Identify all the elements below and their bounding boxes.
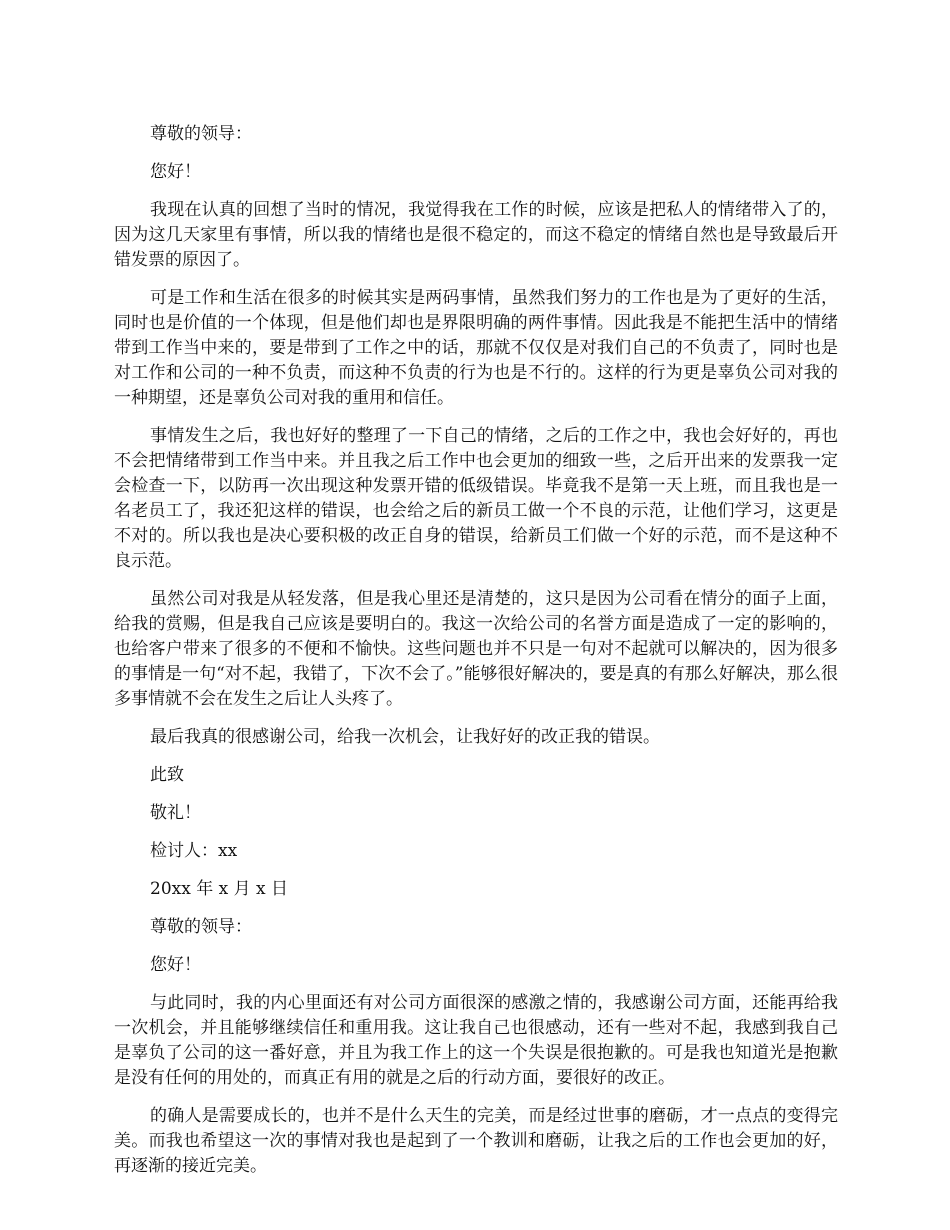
closing-jingli: 敬礼！ (150, 803, 201, 823)
closing-cizhi: 此致 (150, 765, 184, 785)
salutation: 尊敬的领导： (150, 124, 252, 144)
body-paragraph: 与此同时，我的内心里面还有对公司方面很深的感激之情的，我感谢公司方面，还能再给我一次机会，并且能够继续信任和重用我。这让我自己也很感动，还有一些对不起，我感到我自己是辜负了公司的这一番好意，并且为我工作上的这一个失误是很抱歉的。可是我也知道光是抱歉是没有任何的用处的，而真正有用的就是之后的行动方面，要很好的改正。 (114, 993, 838, 1088)
greeting: 您好！ (150, 162, 201, 182)
body-paragraph: 虽然公司对我是从轻发落，但是我心里还是清楚的，这只是因为公司看在情分的面子上面，给我的赏赐，但是我自己应该是要明白的。我这一次给公司的名誉方面是造成了一定的影响的，也给客户带来了很多的不便和不愉快。这些问题也并不只是一句对不起就可以解决的，因为很多的事情是一句“对不起，我错了，下次不会了。”能够很好解决的，要是真的有那么好解决，那么很多事情就不会在发生之后让人头疼了。 (114, 589, 838, 709)
closing-thanks: 最后我真的很感谢公司，给我一次机会，让我好好的改正我的错误。 (150, 727, 660, 747)
document-page (114, 122, 838, 1192)
body-paragraph: 我现在认真的回想了当时的情况，我觉得我在工作的时候，应该是把私人的情绪带入了的，因为这几天家里有事情，所以我的情绪也是很不稳定的，而这不稳定的情绪自然也是导致最后开错发票的原因了。 (114, 200, 838, 270)
date: 20xx 年 x 月 x 日 (150, 879, 289, 899)
body-paragraph: 的确人是需要成长的，也并不是什么天生的完美，而是经过世事的磨砺，才一点点的变得完美。而我也希望这一次的事情对我也是起到了一个教训和磨砺，让我之后的工作也会更加的好，再逐渐的接近完美。 (114, 1106, 838, 1176)
body-paragraph: 事情发生之后，我也好好的整理了一下自己的情绪，之后的工作之中，我也会好好的，再也不会把情绪带到工作当中来。并且我之后工作中也会更加的细致一些，之后开出来的发票我一定会检查一下，以防再一次出现这种发票开错的低级错误。毕竟我不是第一天上班，而且我也是一名老员工了，我还犯这样的错误，也会给之后的新员工做一个不良的示范，让他们学习，这更是不对的。所以我也是决心要积极的改正自身的错误，给新员工们做一个好的示范，而不是这种不良示范。 (114, 426, 838, 571)
body-paragraph: 可是工作和生活在很多的时候其实是两码事情，虽然我们努力的工作也是为了更好的生活，同时也是价值的一个体现，但是他们却也是界限明确的两件事情。因此我是不能把生活中的情绪带到工作当中来的，要是带到了工作之中的话，那就不仅仅是对我们自己的不负责了，同时也是对工作和公司的一种不负责，而这种不负责的行为也是不行的。这样的行为更是辜负公司对我的一种期望，还是辜负公司对我的重用和信任。 (114, 288, 838, 408)
salutation: 尊敬的领导： (150, 917, 252, 937)
greeting: 您好！ (150, 955, 201, 975)
signature: 检讨人：xx (150, 841, 238, 861)
